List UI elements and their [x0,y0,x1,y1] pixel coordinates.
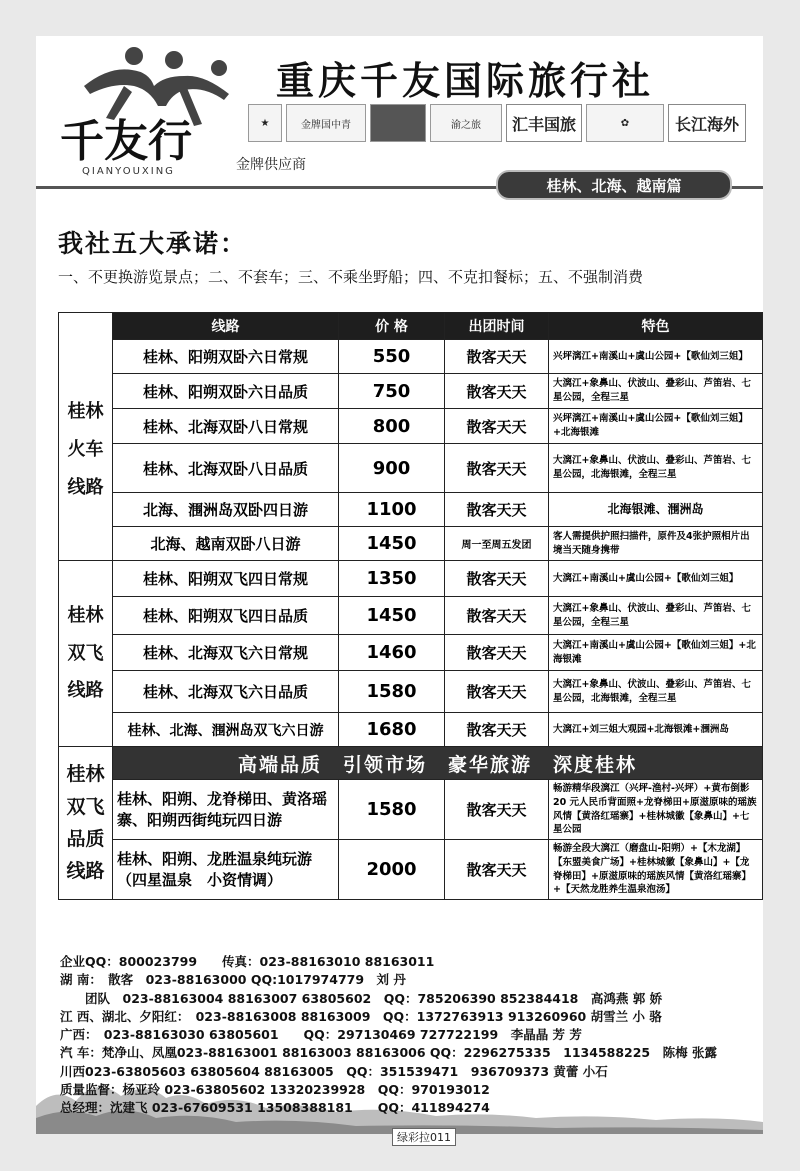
route-feature: 大漓江+刘三姐大观园+北海银滩+涠洲岛 [549,713,763,747]
route-departure: 散客天天 [445,493,549,527]
contact-line: 川西023-63805603 63805604 88163005 QQ：351539471 936709373 黄蕾 小石 [60,1063,608,1079]
route-feature: 兴坪漓江+南溪山+虞山公园+【歌仙刘三姐】 [549,340,763,374]
route-name: 桂林、北海双卧八日常规 [113,409,339,444]
route-price: 1350 [339,561,445,597]
contact-line: 企业QQ：800023799 传真：023-88163010 88163011 [60,954,435,969]
route-name: 桂林、阳朔双卧六日品质 [113,374,339,409]
partner-logo-1: 金牌国中青 [286,104,366,142]
contact-line: 江 西、湖北、夕阳红： 023-88163008 88163009 QQ：1372763913 913260960 胡雪兰 小 骆 [60,1008,662,1024]
banner-row [59,747,763,780]
table-row [59,340,763,374]
table-row [59,780,763,840]
route-price: 550 [339,340,445,374]
route-price: 1460 [339,635,445,671]
route-price: 1450 [339,527,445,561]
qianyouxing-logo [54,46,244,176]
route-feature: 大漓江+象鼻山、伏波山、叠彩山、芦笛岩、七星公园，全程三星 [549,374,763,409]
header-features: 特色 [549,313,763,340]
route-departure: 散客天天 [445,340,549,374]
partner-logos [248,104,746,142]
route-feature: 畅游精华段漓江（兴坪-渔村-兴坪）+黄布倒影 20 元人民币背面照+龙脊梯田+原滋原味的瑶族风情【黄洛红瑶寨】+桂林城徽【象鼻山】+七星公园 [549,780,763,840]
header-price: 价 格 [339,313,445,340]
route-departure: 散客天天 [445,671,549,713]
group-label-premium: 桂林 双飞 品质 线路 [59,747,113,900]
logo-pinyin-text: QIANYOUXING [82,166,175,177]
route-feature: 大漓江+南溪山+虞山公园+【歌仙刘三姐】 [549,561,763,597]
route-price: 800 [339,409,445,444]
route-price: 2000 [339,840,445,900]
route-price: 900 [339,444,445,493]
route-departure: 散客天天 [445,561,549,597]
contact-line: 广西： 023-88163030 63805601 QQ：297130469 727722199 李晶晶 芳 芳 [60,1027,582,1043]
route-departure: 散客天天 [445,635,549,671]
route-feature: 大漓江+象鼻山、伏波山、叠彩山、芦笛岩、七星公园，全程三星 [549,597,763,635]
banner-slogan: 高端品质 引领市场 豪华旅游 深度桂林 [113,747,763,780]
route-feature: 北海银滩、涠洲岛 [549,493,763,527]
brochure-page [36,36,763,1144]
route-name: 桂林、北海双飞六日常规 [113,635,339,671]
contact-line: 汽 车：梵净山、凤凰023-88163001 88163003 88163006 QQ：2296275335 1134588225 陈梅 张露 [60,1045,717,1061]
route-name: 北海、涠洲岛双卧四日游 [113,493,339,527]
route-name: 桂林、阳朔、龙脊梯田、黄洛瑶寨、阳朔西街纯玩四日游 [113,780,339,840]
dancers-icon [84,47,229,126]
partner-seal-icon: ✿ [586,104,664,142]
table-row [59,840,763,900]
route-price: 1100 [339,493,445,527]
route-name: 北海、越南双卧八日游 [113,527,339,561]
route-price: 1580 [339,780,445,840]
logo-subtitle: 金牌供应商 [236,157,306,173]
route-name: 桂林、阳朔双飞四日品质 [113,597,339,635]
table-row [59,493,763,527]
logo-brand-text: 千友行 [60,116,192,167]
route-departure: 散客天天 [445,374,549,409]
route-price: 1680 [339,713,445,747]
route-name: 桂林、北海双卧八日品质 [113,444,339,493]
contact-line: 质量监督：杨亚玲 023-63805602 13320239928 QQ：970193012 [60,1082,490,1098]
contact-info [60,953,760,1118]
partner-logo-4: 长江海外 [668,104,746,142]
partner-emblem-icon: ★ [248,104,282,142]
route-feature: 客人需提供护照扫描件，原件及4张护照相片出境当天随身携带 [549,527,763,561]
contact-line: 团队 023-88163004 88163007 63805602 QQ：785206390 852384418 高鸿燕 郭 娇 [60,990,663,1006]
contact-line: 湖 南： 散客 023-88163000 QQ:1017974779 刘 丹 [60,972,406,988]
route-name: 桂林、阳朔双飞四日常规 [113,561,339,597]
route-departure: 周一至周五发团 [445,527,549,561]
header-departure: 出团时间 [445,313,549,340]
route-price: 1580 [339,671,445,713]
route-name: 桂林、北海、涠洲岛双飞六日游 [113,713,339,747]
route-feature: 大漓江+南溪山+虞山公园+【歌仙刘三姐】+北海银滩 [549,635,763,671]
group-label-train: 桂林 火车 线路 [59,340,113,561]
table-row [59,409,763,444]
partner-logo-2: 渝之旅 [430,104,502,142]
page-number: 绿彩拉011 [392,1128,456,1146]
promise-title: 我社五大承诺： [58,229,248,258]
table-row [59,444,763,493]
region-tab: 桂林、北海、越南篇 [496,170,732,200]
route-name: 桂林、北海双飞六日品质 [113,671,339,713]
table-row [59,635,763,671]
route-departure: 散客天天 [445,713,549,747]
partner-photo-icon [370,104,426,142]
table-row [59,374,763,409]
table-row [59,671,763,713]
route-departure: 散客天天 [445,780,549,840]
route-table [58,312,763,900]
route-feature: 畅游全段大漓江（磨盘山-阳朔）+【木龙湖】【东盟美食广场】+桂林城徽【象鼻山】+【龙脊梯田】+原滋原味的瑶族风情【黄洛红瑶寨】+【天然龙胜养生温泉泡汤】 [549,840,763,900]
route-departure: 散客天天 [445,840,549,900]
route-departure: 散客天天 [445,409,549,444]
header-route: 线路 [113,313,339,340]
route-price: 750 [339,374,445,409]
promise-text: 一、不更换游览景点；二、不套车；三、不乘坐野船；四、不克扣餐标；五、不强制消费 [58,268,644,286]
table-row [59,527,763,561]
table-row [59,713,763,747]
table-row [59,597,763,635]
route-departure: 散客天天 [445,444,549,493]
company-name: 重庆千友国际旅行社 [276,58,655,103]
contact-line: 总经理：沈建飞 023-67609531 13508388181 QQ：411894274 [60,1100,490,1116]
group-label-flight: 桂林 双飞 线路 [59,561,113,747]
route-departure: 散客天天 [445,597,549,635]
table-header-row [59,313,763,340]
route-name: 桂林、阳朔、龙胜温泉纯玩游（四星温泉 小资情调） [113,840,339,900]
route-feature: 兴坪漓江+南溪山+虞山公园+【歌仙刘三姐】+北海银滩 [549,409,763,444]
route-price: 1450 [339,597,445,635]
table-row [59,561,763,597]
partner-logo-3: 汇丰国旅 [506,104,582,142]
route-name: 桂林、阳朔双卧六日常规 [113,340,339,374]
route-feature: 大漓江+象鼻山、伏波山、叠彩山、芦笛岩、七星公园，北海银滩，全程三星 [549,444,763,493]
route-feature: 大漓江+象鼻山、伏波山、叠彩山、芦笛岩、七星公园，北海银滩，全程三星 [549,671,763,713]
